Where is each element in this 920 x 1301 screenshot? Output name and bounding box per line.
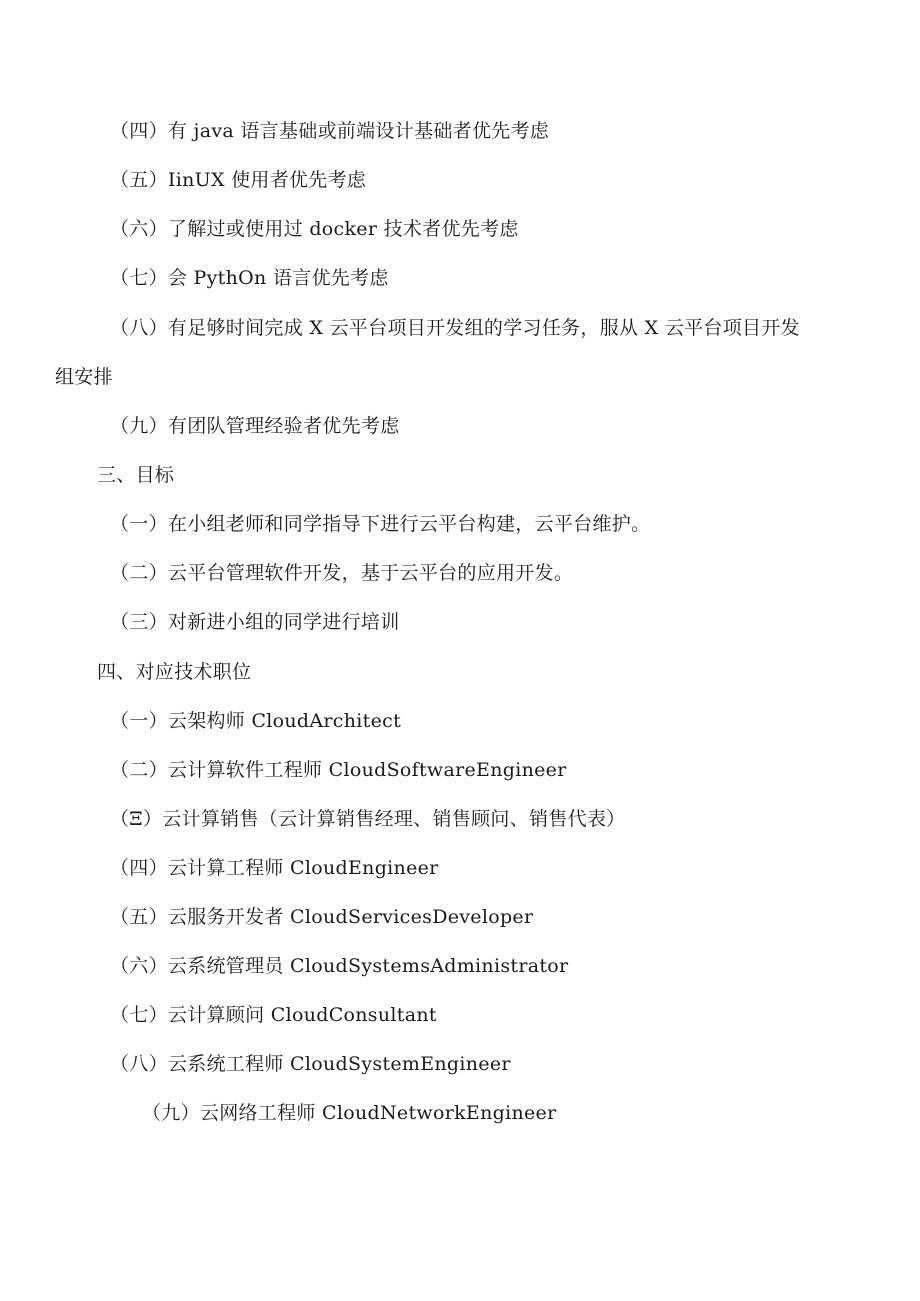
item-number: （五）: [110, 169, 168, 191]
position-item-1: [110, 709, 401, 733]
item-number: （七）: [110, 1004, 168, 1026]
item-text: 云计算工程师 CloudEngineer: [167, 857, 439, 879]
position-item-8: [110, 1052, 511, 1076]
requirement-item-7: [110, 266, 389, 290]
item-text: 云系统工程师 CloudSystemEngineer: [167, 1053, 511, 1075]
goal-item-2: [110, 561, 573, 585]
item-number: （四）: [110, 120, 168, 142]
item-number: （二）: [110, 562, 168, 584]
item-text: 了解过或使用过 docker 技术者优先考虑: [167, 218, 519, 240]
item-number: （九）: [142, 1102, 200, 1124]
requirement-item-8-continuation: [55, 365, 113, 389]
item-text: 云网络工程师 CloudNetworkEngineer: [199, 1102, 557, 1124]
item-number: （六）: [110, 955, 168, 977]
item-number: （三）: [110, 611, 168, 633]
item-text: 云架构师 CloudArchitect: [167, 710, 402, 732]
position-item-3: [110, 807, 625, 831]
item-text: 云计算软件工程师 CloudSoftwareEngineer: [167, 759, 567, 781]
item-number: （二）: [110, 759, 168, 781]
item-number: （一）: [110, 513, 168, 535]
item-text: 云计算顾问 CloudConsultant: [167, 1004, 437, 1026]
item-text: 云平台管理软件开发，基于云平台的应用开发。: [167, 562, 574, 584]
position-item-2: [110, 758, 567, 782]
section-heading-goals: 三、目标: [97, 464, 175, 486]
section-heading-positions: 四、对应技术职位: [97, 661, 252, 683]
requirement-item-4: [110, 119, 549, 143]
item-number: （Ξ）: [110, 808, 163, 830]
position-item-5: [110, 905, 533, 929]
item-text: 云计算销售（云计算销售经理、销售顾问、销售代表）: [162, 808, 626, 830]
item-number: （一）: [110, 710, 168, 732]
item-number: （五）: [110, 906, 168, 928]
item-text: 在小组老师和同学指导下进行云平台构建，云平台维护。: [167, 513, 651, 535]
position-item-7: [110, 1003, 437, 1027]
item-number: （九）: [110, 415, 168, 437]
item-number: （八）: [110, 317, 168, 339]
requirement-item-5: [110, 168, 366, 192]
item-text: IinUX 使用者优先考虑: [167, 169, 367, 191]
item-number: （六）: [110, 218, 168, 240]
item-number: （七）: [110, 267, 168, 289]
item-text: 云系统管理员 CloudSystemsAdministrator: [167, 955, 569, 977]
item-number: （四）: [110, 857, 168, 879]
goal-item-1: [110, 512, 650, 536]
position-item-6: [110, 954, 568, 978]
item-text: 有足够时间完成 X 云平台项目开发组的学习任务，服从 X 云平台项目开发: [167, 317, 800, 339]
item-text-continuation: 组安排: [55, 366, 113, 388]
item-text: 云服务开发者 CloudServicesDeveloper: [167, 906, 534, 928]
item-text: 会 PythOn 语言优先考虑: [167, 267, 389, 289]
requirement-item-8: [110, 316, 800, 340]
position-item-4: [110, 856, 439, 880]
item-number: （八）: [110, 1053, 168, 1075]
position-item-9: [142, 1101, 556, 1125]
goal-item-3: [110, 610, 400, 634]
requirement-item-9: [110, 414, 400, 438]
item-text: 有 java 语言基础或前端设计基础者优先考虑: [167, 120, 550, 142]
item-text: 对新进小组的同学进行培训: [167, 611, 400, 633]
item-text: 有团队管理经验者优先考虑: [167, 415, 400, 437]
requirement-item-6: [110, 217, 519, 241]
